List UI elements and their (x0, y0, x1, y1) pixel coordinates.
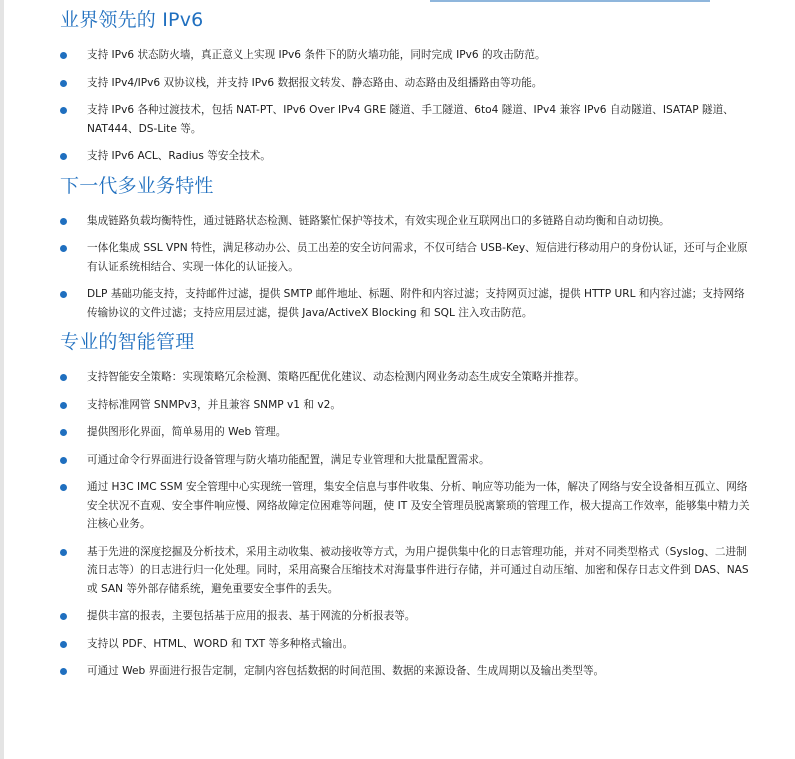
bullet-dot-icon (60, 668, 67, 675)
list-item-text: DLP 基础功能支持，支持邮件过滤，提供 SMTP 邮件地址、标题、附件和内容过滤；支持网页过滤，提供 HTTP URL 和内容过滤；支持网络传输协议的文件过滤；支持应用层过滤，提供 Java/ActiveX Blocking 和 SQL 注入攻击防范。 (87, 288, 745, 319)
list-item (60, 607, 750, 626)
bullet-dot-icon (60, 291, 67, 298)
bullet-dot-icon (60, 429, 67, 436)
list-item-text: 一体化集成 SSL VPN 特性，满足移动办公、员工出差的安全访问需求，不仅可结合 USB-Key、短信进行移动用户的身份认证，还可与企业原有认证系统相结合、实现一体化的认证接入。 (87, 242, 748, 273)
page-left-border (0, 0, 4, 759)
section-title-smart-management: 专业的智能管理 (60, 331, 195, 353)
list-item-text: 支持智能安全策略：实现策略冗余检测、策略匹配优化建议、动态检测内网业务动态生成安全策略并推荐。 (87, 371, 585, 383)
list-item-text: 提供丰富的报表，主要包括基于应用的报表、基于网流的分析报表等。 (87, 610, 416, 622)
list-item (60, 212, 750, 231)
list-item (60, 239, 750, 276)
list-item (60, 46, 750, 65)
bullet-dot-icon (60, 80, 67, 87)
bullet-dot-icon (60, 641, 67, 648)
section-title-multi-service: 下一代多业务特性 (60, 174, 214, 197)
list-item (60, 396, 750, 415)
list-item (60, 147, 750, 166)
list-item-text: 可通过命令行界面进行设备管理与防火墙功能配置，满足专业管理和大批量配置需求。 (87, 453, 490, 466)
section-list-multi-service (60, 212, 750, 323)
bullet-dot-icon (60, 52, 67, 59)
bullet-dot-icon (60, 218, 67, 225)
bullet-dot-icon (60, 613, 67, 620)
section-title-ipv6: 业界领先的 IPv6 (60, 9, 204, 31)
list-item (60, 101, 750, 138)
list-item-text: 基于先进的深度挖掘及分析技术，采用主动收集、被动接收等方式，为用户提供集中化的日志管理功能，并对不同类型格式（Syslog、二进制流日志等）的日志进行归一化处理。同时，采用高聚合压缩技术对海量事件进行存储，并可通过自动压缩、加密和保存日志文件到 DAS、NAS 或 SAN 等外部存储系统，避免重要安全事件的丢失。 (87, 545, 749, 595)
list-item (60, 662, 750, 681)
bullet-dot-icon (60, 484, 67, 491)
list-item-text: 支持 IPv6 状态防火墙，真正意义上实现 IPv6 条件下的防火墙功能，同时完成 IPv6 的攻击防范。 (87, 49, 546, 61)
bullet-dot-icon (60, 549, 67, 556)
bullet-dot-icon (60, 107, 67, 114)
section-list-ipv6 (60, 46, 750, 166)
list-item (60, 368, 750, 387)
bullet-dot-icon (60, 245, 67, 252)
list-item-text: 支持标准网管 SNMPv3，并且兼容 SNMP v1 和 v2。 (87, 398, 341, 411)
list-item (60, 635, 750, 654)
section-list-smart-management (60, 368, 750, 681)
list-item (60, 285, 750, 322)
list-item (60, 451, 750, 470)
list-item-text: 支持 IPv6 各种过渡技术，包括 NAT-PT、IPv6 Over IPv4 GRE 隧道、手工隧道、6to4 隧道、IPv4 兼容 IPv6 自动隧道、ISATAP 隧道、NAT444、DS-Lite 等。 (87, 104, 734, 135)
list-item-text: 提供图形化界面，简单易用的 Web 管理。 (87, 426, 287, 438)
bullet-dot-icon (60, 457, 67, 464)
bullet-dot-icon (60, 374, 67, 381)
document-body (60, 6, 750, 687)
list-item-text: 支持 IPv4/IPv6 双协议栈，并支持 IPv6 数据报文转发、静态路由、动态路由及组播路由等功能。 (87, 76, 543, 89)
list-item-text: 支持以 PDF、HTML、WORD 和 TXT 等多种格式输出。 (87, 637, 354, 650)
list-item (60, 423, 750, 442)
list-item (60, 478, 750, 534)
list-item-text: 支持 IPv6 ACL、Radius 等安全技术。 (87, 150, 271, 162)
bullet-dot-icon (60, 402, 67, 409)
list-item-text: 集成链路负载均衡特性，通过链路状态检测、链路繁忙保护等技术，有效实现企业互联网出口的多链路自动均衡和自动切换。 (87, 214, 670, 227)
list-item-text: 可通过 Web 界面进行报告定制，定制内容包括数据的时间范围、数据的来源设备、生成周期以及输出类型等。 (87, 665, 605, 677)
list-item (60, 74, 750, 93)
top-accent-rule (430, 0, 710, 2)
bullet-dot-icon (60, 153, 67, 160)
list-item-text: 通过 H3C IMC SSM 安全管理中心实现统一管理，集安全信息与事件收集、分析、响应等功能为一体，解决了网络与安全设备相互孤立、网络安全状况不直观、安全事件响应慢、网络故障定位困难等问题，使 IT 及安全管理员脱离繁琐的管理工作，极大提高工作效率，能够集中精力关注核心业务。 (87, 481, 750, 530)
list-item (60, 543, 750, 599)
